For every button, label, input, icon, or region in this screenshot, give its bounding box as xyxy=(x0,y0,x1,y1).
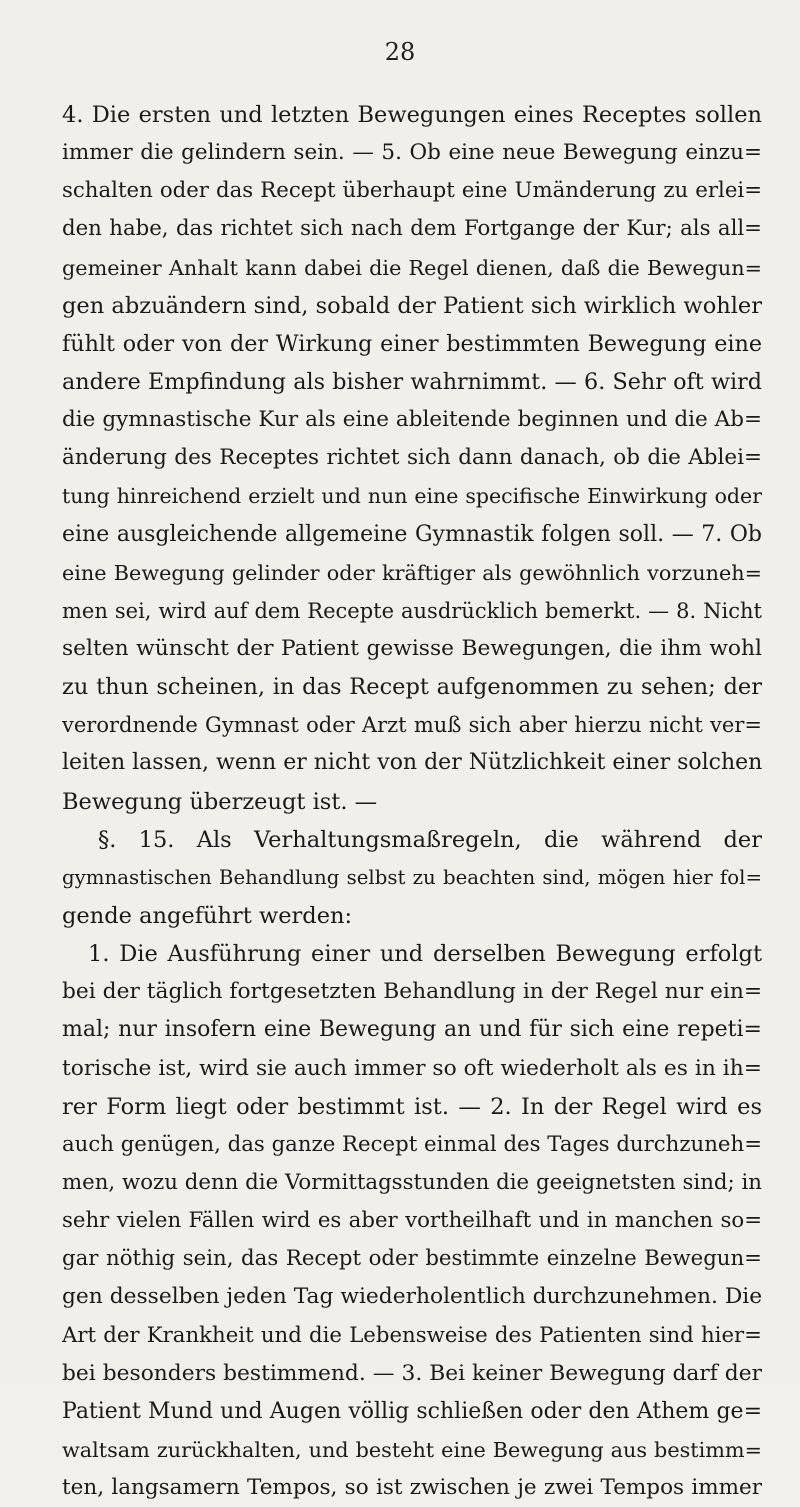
text-line: bei der täglich fortgesetzten Behandlung in der Regel nur ein= xyxy=(62,979,762,1005)
text-line: gen desselben jeden Tag wiederholentlich durchzunehmen. Die xyxy=(62,1284,762,1310)
text-line: gende angeführt werden: xyxy=(62,902,353,929)
text-line: die gymnastische Kur als eine ableitende beginnen und die Ab= xyxy=(62,407,762,433)
text-line: 4. Die ersten und letzten Bewegungen eines Receptes sollen xyxy=(62,102,762,128)
section-heading-line: §. 15. Als Verhaltungsmaßregeln, die während der xyxy=(98,826,762,853)
text-line: ten, langsamern Tempos, so ist zwischen je zwei Tempos immer xyxy=(62,1475,762,1501)
text-line: gymnastischen Behandlung selbst zu beachten sind, mögen hier fol= xyxy=(62,865,762,889)
text-line: Bewegung überzeugt ist. — xyxy=(62,788,378,815)
text-line: verordnende Gymnast oder Arzt muß sich aber hierzu nicht ver= xyxy=(62,713,762,738)
text-line: Art der Krankheit und die Lebensweise des Patienten sind hier= xyxy=(62,1322,762,1348)
text-line: andere Empfindung als bisher wahrnimmt. — 6. Sehr oft wird xyxy=(62,368,762,395)
text-line: 1. Die Ausführung einer und derselben Bewegung erfolgt xyxy=(88,941,762,968)
text-line: tung hinreichend erzielt und nun eine specifische Einwirkung oder xyxy=(62,484,762,509)
text-line: Patient Mund und Augen völlig schließen oder den Athem ge= xyxy=(62,1398,762,1424)
text-line: gen abzuändern sind, sobald der Patient sich wirklich wohler xyxy=(62,292,762,319)
text-line: men sei, wird auf dem Recepte ausdrücklich bemerkt. — 8. Nicht xyxy=(62,598,762,623)
text-line: auch genügen, das ganze Recept einmal des Tages durchzuneh= xyxy=(62,1131,762,1157)
text-line: leiten lassen, wenn er nicht von der Nützlichkeit einer solchen xyxy=(62,750,762,776)
text-line: mal; nur insofern eine Bewegung an und für sich eine repeti= xyxy=(62,1017,762,1043)
text-line: gar nöthig sein, das Recept oder bestimmte einzelne Bewegun= xyxy=(62,1246,762,1272)
text-line: eine Bewegung gelinder oder kräftiger als gewöhnlich vorzuneh= xyxy=(62,560,762,585)
text-line: torische ist, wird sie auch immer so oft wiederholt als es in ih= xyxy=(62,1055,762,1081)
text-line: eine ausgleichende allgemeine Gymnastik folgen soll. — 7. Ob xyxy=(62,521,762,547)
text-line: den habe, das richtet sich nach dem Fortgange der Kur; als all= xyxy=(62,216,762,242)
text-line: schalten oder das Recept überhaupt eine Umänderung zu erlei= xyxy=(62,178,762,204)
text-line: waltsam zurückhalten, und besteht eine Bewegung aus bestimm= xyxy=(62,1437,762,1462)
text-line: men, wozu denn die Vormittagsstunden die geeignetsten sind; in xyxy=(62,1169,762,1195)
text-line: sehr vielen Fällen wird es aber vortheilhaft und in manchen so= xyxy=(62,1208,762,1234)
page-number: 28 xyxy=(384,38,416,66)
text-line: gemeiner Anhalt kann dabei die Regel dienen, daß die Bewegun= xyxy=(62,255,762,280)
text-line: änderung des Receptes richtet sich dann danach, ob die Ablei= xyxy=(62,445,762,471)
text-line: zu thun scheinen, in das Recept aufgenommen zu sehen; der xyxy=(62,674,762,701)
text-line: fühlt oder von der Wirkung einer bestimmten Bewegung eine xyxy=(62,330,762,357)
text-line: immer die gelindern sein. — 5. Ob eine neue Bewegung einzu= xyxy=(62,140,762,166)
body-text xyxy=(62,96,762,1507)
text-line: rer Form liegt oder bestimmt ist. — 2. In der Regel wird es xyxy=(62,1093,762,1120)
text-line: bei besonders bestimmend. — 3. Bei keiner Bewegung darf der xyxy=(62,1360,762,1386)
text-line: selten wünscht der Patient gewisse Bewegungen, die ihm wohl xyxy=(62,635,762,661)
